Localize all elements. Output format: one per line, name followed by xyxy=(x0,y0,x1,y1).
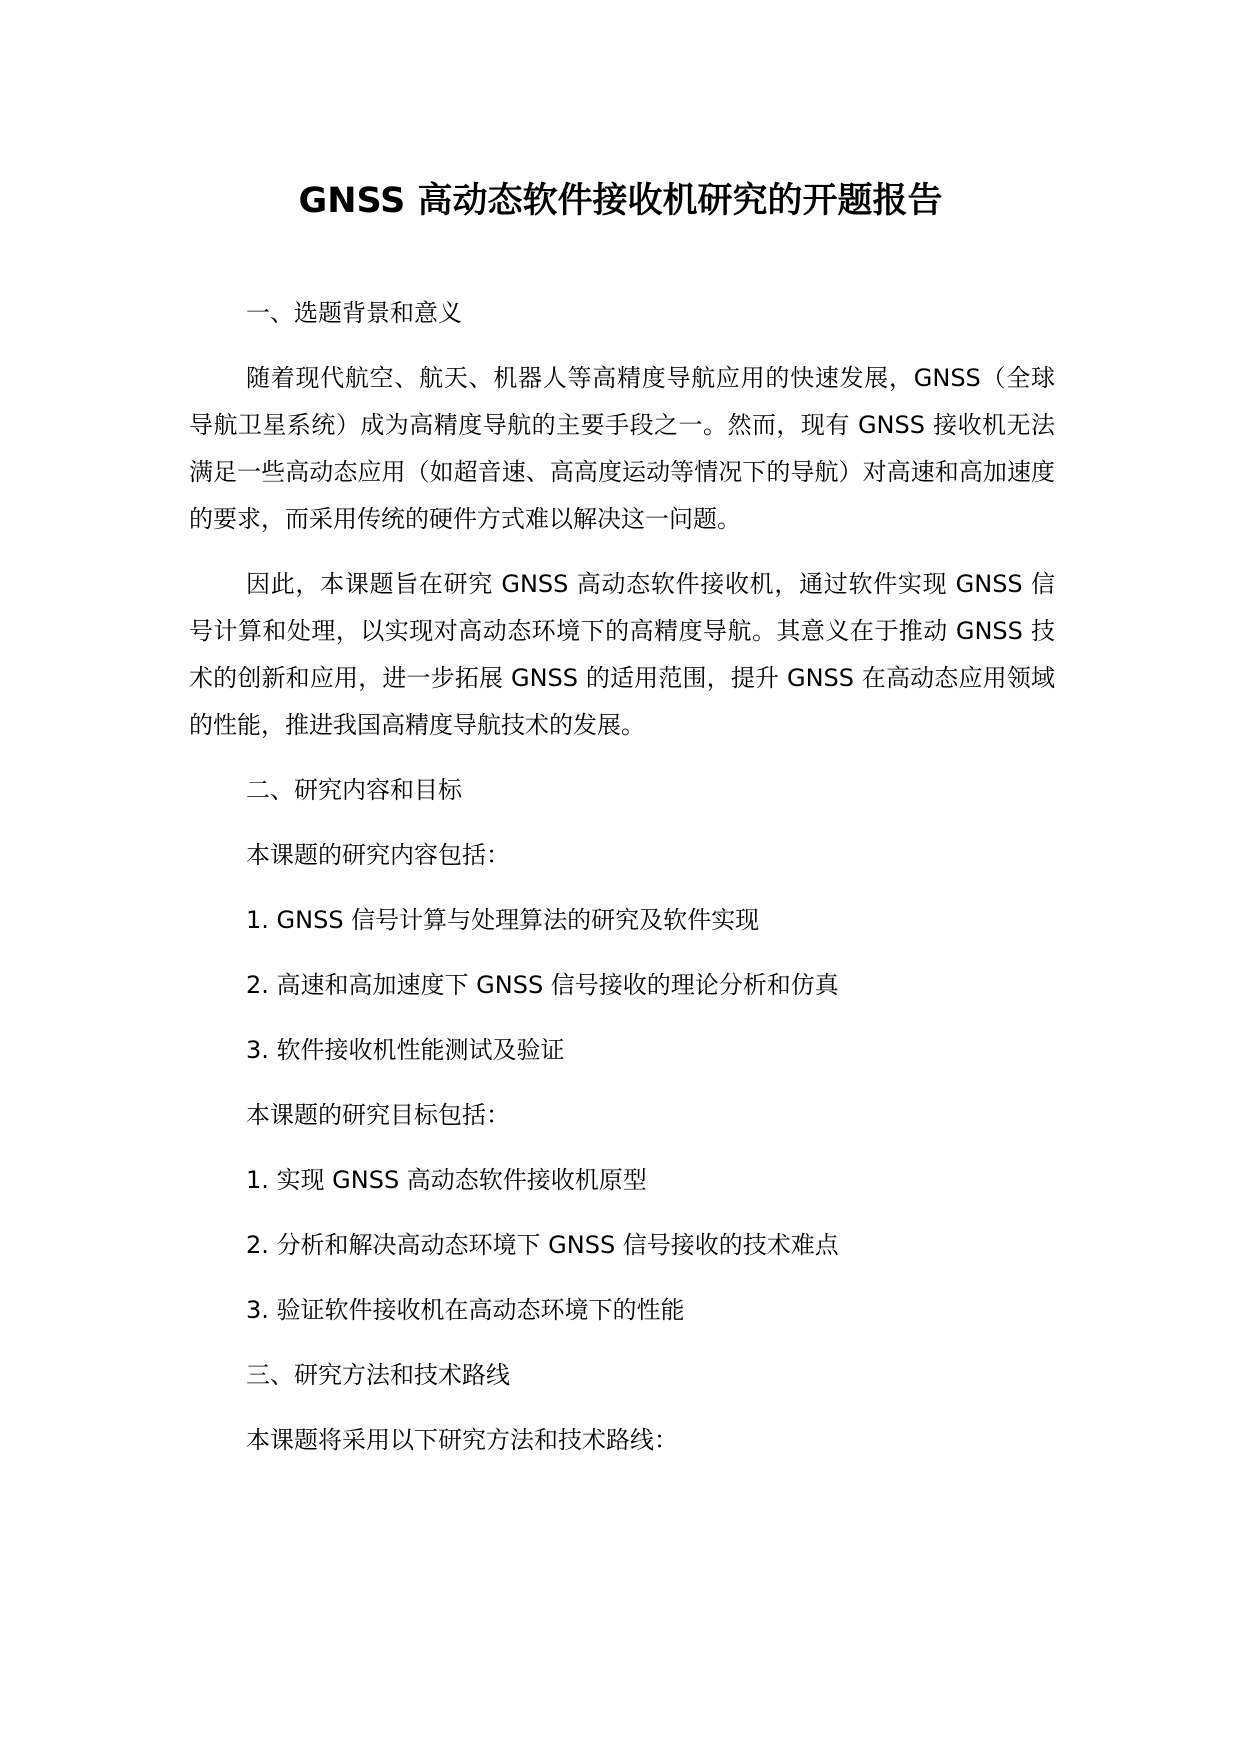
paragraph-background: 随着现代航空、航天、机器人等高精度导航应用的快速发展，GNSS（全球导航卫星系统）成为高精度导航的主要手段之一。然而，现有 GNSS 接收机无法满足一些高动态应用（如超音速、高高度运动等情况下的导航）对高速和高加速度的要求，而采用传统的硬件方式难以解决这一问题。 xyxy=(189,364,1055,533)
document-body xyxy=(189,290,1055,1482)
section-heading-content: 二、研究内容和目标 xyxy=(246,776,462,804)
list-item-goal-1: 1. 实现 GNSS 高动态软件接收机原型 xyxy=(246,1166,647,1194)
section-heading-background: 一、选题背景和意义 xyxy=(246,299,462,327)
list-item-content-1: 1. GNSS 信号计算与处理算法的研究及软件实现 xyxy=(246,906,760,934)
document-title: GNSS 高动态软件接收机研究的开题报告 xyxy=(298,181,943,221)
list-item-goal-3: 3. 验证软件接收机在高动态环境下的性能 xyxy=(246,1296,685,1324)
list-item-content-3: 3. 软件接收机性能测试及验证 xyxy=(246,1036,565,1064)
paragraph-methods-intro: 本课题将采用以下研究方法和技术路线： xyxy=(246,1426,678,1454)
paragraph-goals-intro: 本课题的研究目标包括： xyxy=(246,1101,510,1129)
paragraph-content-intro: 本课题的研究内容包括： xyxy=(246,841,510,869)
list-item-goal-2: 2. 分析和解决高动态环境下 GNSS 信号接收的技术难点 xyxy=(246,1231,839,1259)
section-heading-methods: 三、研究方法和技术路线 xyxy=(246,1361,510,1389)
paragraph-significance: 因此，本课题旨在研究 GNSS 高动态软件接收机，通过软件实现 GNSS 信号计算和处理，以实现对高动态环境下的高精度导航。其意义在于推动 GNSS 技术的创新和应用，进一步拓展 GNSS 的适用范围，提升 GNSS 在高动态应用领域的性能，推进我国高精度导航技术的发展。 xyxy=(189,570,1055,739)
list-item-content-2: 2. 高速和高加速度下 GNSS 信号接收的理论分析和仿真 xyxy=(246,971,839,999)
